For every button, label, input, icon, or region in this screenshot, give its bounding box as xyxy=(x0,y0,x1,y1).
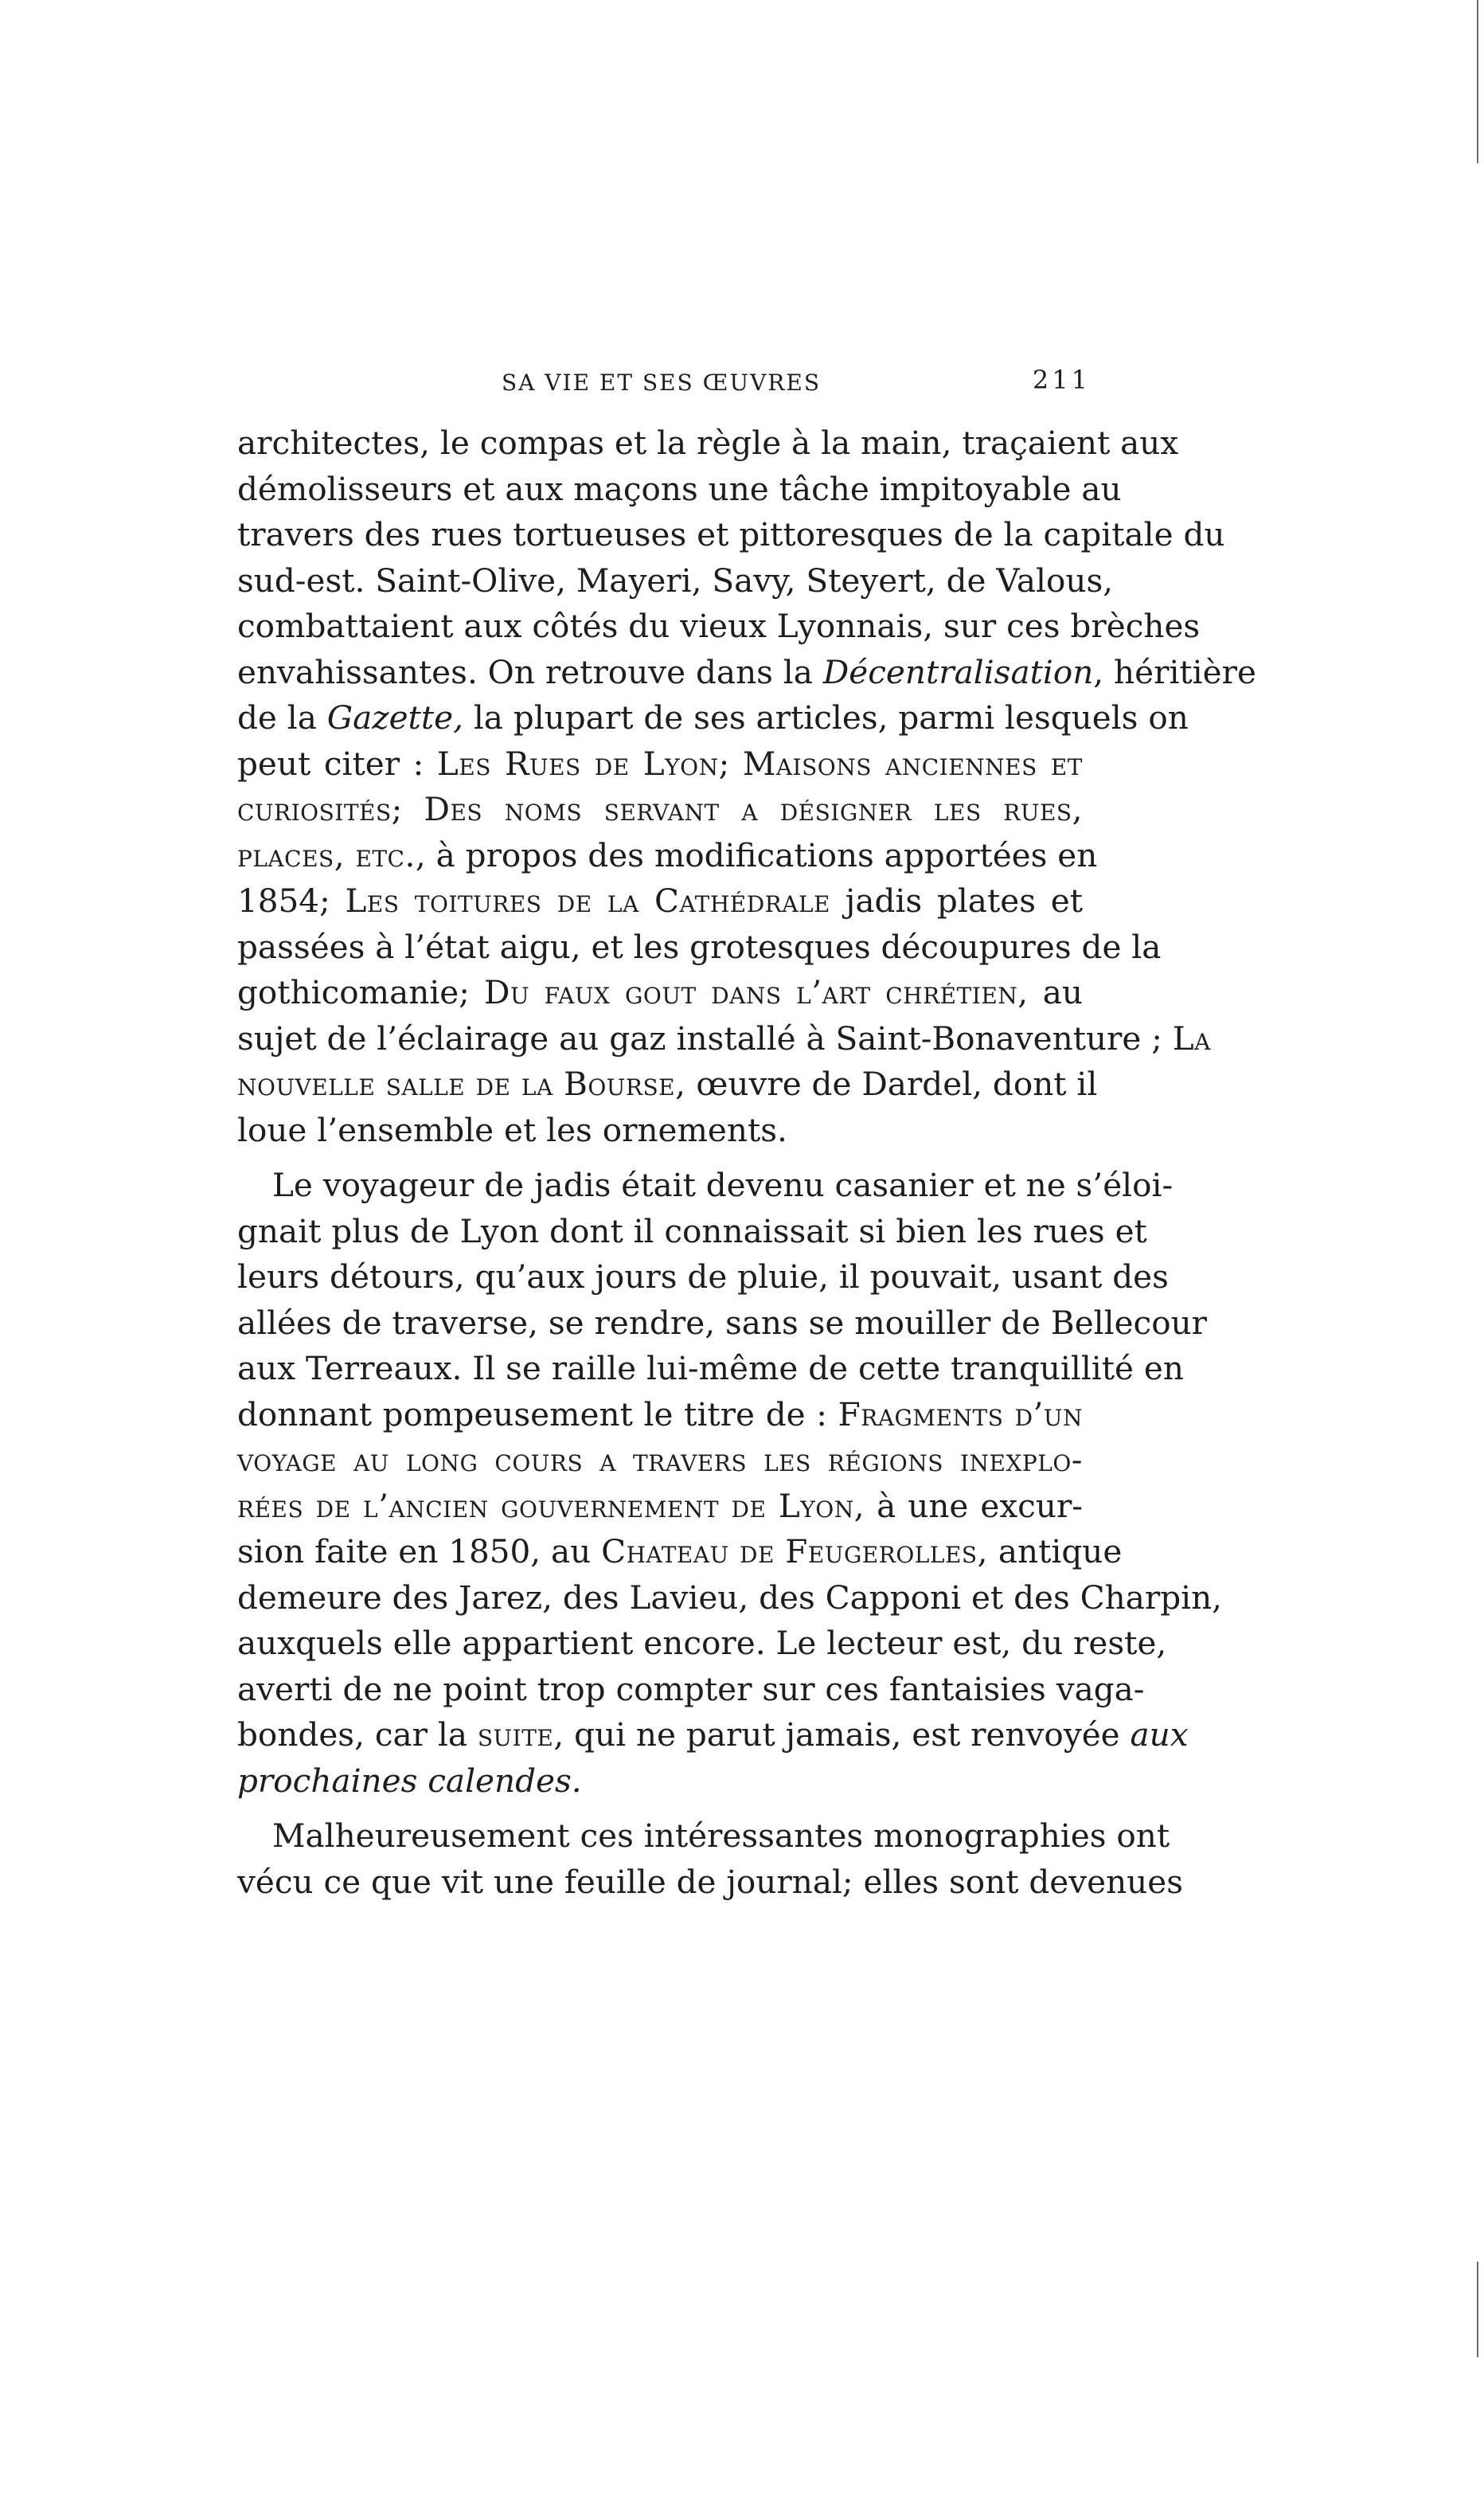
text-line xyxy=(237,1712,1189,1758)
text-line xyxy=(237,787,1083,833)
text-line xyxy=(237,741,1083,788)
text-line xyxy=(237,695,1189,741)
small-caps-title: Les Rues de Lyon xyxy=(436,744,719,783)
text-run: à une excur- xyxy=(865,1486,1083,1525)
paragraph xyxy=(237,420,1256,1153)
text-line xyxy=(237,1209,1147,1255)
text-run: loue l’ensemble et les ornements. xyxy=(237,1110,787,1149)
paragraph-gap xyxy=(237,1804,1083,1813)
text-line xyxy=(237,1346,1184,1392)
small-caps-title: Les toitures de la Cathédrale xyxy=(345,882,830,920)
text-line xyxy=(237,512,1225,558)
italic-text: aux xyxy=(1130,1715,1189,1754)
text-run: leurs détours, qu’aux jours de pluie, il pouvait, usant des xyxy=(237,1257,1169,1296)
small-caps-title: Des noms servant a désigner les rues, xyxy=(424,790,1083,828)
text-run: passées à l’état aigu, et les grotesques découpures de la xyxy=(237,927,1162,966)
text-run: sion faite en 1850, au xyxy=(237,1532,602,1570)
text-run: la plupart de ses articles, parmi lesquels on xyxy=(463,698,1189,737)
italic-text: prochaines calendes. xyxy=(237,1761,582,1800)
text-run: ; xyxy=(718,744,743,783)
text-line xyxy=(237,1758,1083,1805)
body-text xyxy=(237,420,1256,1905)
small-caps-title: Maisons anciennes et xyxy=(742,744,1083,783)
text-run: jadis plates et xyxy=(830,882,1083,920)
text-run: , héritière xyxy=(1093,652,1256,691)
text-line xyxy=(237,1300,1208,1347)
text-run: demeure des Jarez, des Lavieu, des Capponi et des Charpin, xyxy=(237,1578,1223,1617)
paragraph xyxy=(237,1813,1184,1905)
text-run: allées de traverse, se rendre, sans se mouiller de Bellecour xyxy=(237,1303,1208,1342)
text-run: aux Terreaux. Il se raille lui-même de cette tranquillité en xyxy=(237,1349,1184,1387)
paragraph xyxy=(237,1163,1223,1804)
text-line xyxy=(237,1392,1083,1438)
text-line xyxy=(237,1667,1145,1713)
text-run: averti de ne point trop compter sur ces fantaisies vaga- xyxy=(237,1669,1145,1708)
text-line xyxy=(237,925,1162,971)
text-line xyxy=(237,1813,1170,1860)
text-run: 1854; xyxy=(237,882,346,920)
small-caps-title: voyage au long cours a travers les régions inexplo- xyxy=(237,1441,1083,1479)
small-caps-title: places, etc. xyxy=(237,835,416,874)
text-line xyxy=(237,1437,1083,1484)
text-run: antique xyxy=(987,1532,1123,1570)
text-line xyxy=(237,604,1201,650)
scan-edge-line-bottom xyxy=(1477,2262,1478,2357)
text-line xyxy=(237,878,1083,925)
italic-text: Décentralisation xyxy=(822,652,1094,691)
text-line xyxy=(237,1254,1169,1300)
text-line xyxy=(237,558,1114,604)
text-run: , qui ne parut jamais, est renvoyée xyxy=(553,1715,1131,1754)
small-caps-title: suite xyxy=(477,1715,554,1754)
italic-text: Gazette, xyxy=(326,698,463,737)
text-run: sujet de l’éclairage au gaz installé à Saint-Bonaventure ; xyxy=(237,1019,1173,1058)
small-caps-title: La xyxy=(1172,1019,1211,1058)
text-run: démolisseurs et aux maçons une tâche impitoyable au xyxy=(237,469,1122,508)
text-line xyxy=(237,1108,1083,1154)
text-line xyxy=(237,1860,1184,1906)
small-caps-title: Chateau de Feugerolles, xyxy=(601,1532,988,1570)
page-number: 211 xyxy=(1032,365,1091,395)
text-line xyxy=(237,467,1122,513)
text-run: combattaient aux côtés du vieux Lyonnais, sur ces brèches xyxy=(237,607,1201,645)
text-run: sud-est. Saint-Olive, Mayeri, Savy, Steyert, de Valous, xyxy=(237,561,1114,600)
text-run: Malheureusement ces intéressantes monographies ont xyxy=(272,1817,1170,1855)
text-line xyxy=(237,1163,1174,1209)
running-title: SA VIE ET SES ŒUVRES xyxy=(502,370,822,396)
text-run: ; xyxy=(391,790,424,828)
text-run: vécu ce que vit une feuille de journal; elles sont devenues xyxy=(237,1862,1184,1901)
text-run: bondes, car la xyxy=(237,1715,478,1754)
text-run: travers des rues tortueuses et pittoresques de la capitale du xyxy=(237,515,1225,553)
paragraph-gap xyxy=(237,1153,1083,1163)
text-line xyxy=(237,1621,1167,1667)
text-line xyxy=(237,970,1083,1016)
small-caps-title: rées de l’ancien gouvernement de Lyon, xyxy=(237,1486,865,1525)
small-caps-title: curiosités xyxy=(237,790,392,828)
text-line xyxy=(237,1529,1123,1575)
text-line xyxy=(237,1062,1098,1108)
text-line xyxy=(237,420,1179,467)
small-caps-title: Fragments d’un xyxy=(838,1394,1083,1433)
small-caps-title: nouvelle salle de la Bourse, xyxy=(237,1065,686,1103)
text-run: architectes, le compas et la règle à la main, traçaient aux xyxy=(237,424,1179,462)
text-run: peut citer : xyxy=(237,744,437,783)
text-run: au xyxy=(1028,973,1084,1011)
text-line xyxy=(237,1575,1223,1621)
small-caps-title: Du faux gout dans l’art chrétien, xyxy=(484,973,1029,1011)
text-line xyxy=(237,1016,1211,1062)
text-run: œuvre de Dardel, dont il xyxy=(685,1065,1098,1103)
text-run: auxquels elle appartient encore. Le lecteur est, du reste, xyxy=(237,1624,1167,1662)
text-line xyxy=(237,1484,1083,1530)
text-run: envahissantes. On retrouve dans la xyxy=(237,652,823,691)
text-run: Le voyageur de jadis était devenu casanier et ne s’éloi- xyxy=(272,1166,1174,1204)
text-run: gnait plus de Lyon dont il connaissait si bien les rues et xyxy=(237,1211,1147,1250)
text-run: de la xyxy=(237,698,327,737)
text-line xyxy=(237,650,1256,696)
running-head xyxy=(239,363,1091,403)
scan-edge-line-top xyxy=(1477,0,1478,163)
text-run: , à propos des modifications apportées en xyxy=(415,835,1098,874)
text-run: gothicomanie; xyxy=(237,973,484,1011)
text-line xyxy=(237,833,1098,879)
text-run: donnant pompeusement le titre de : xyxy=(237,1394,838,1433)
